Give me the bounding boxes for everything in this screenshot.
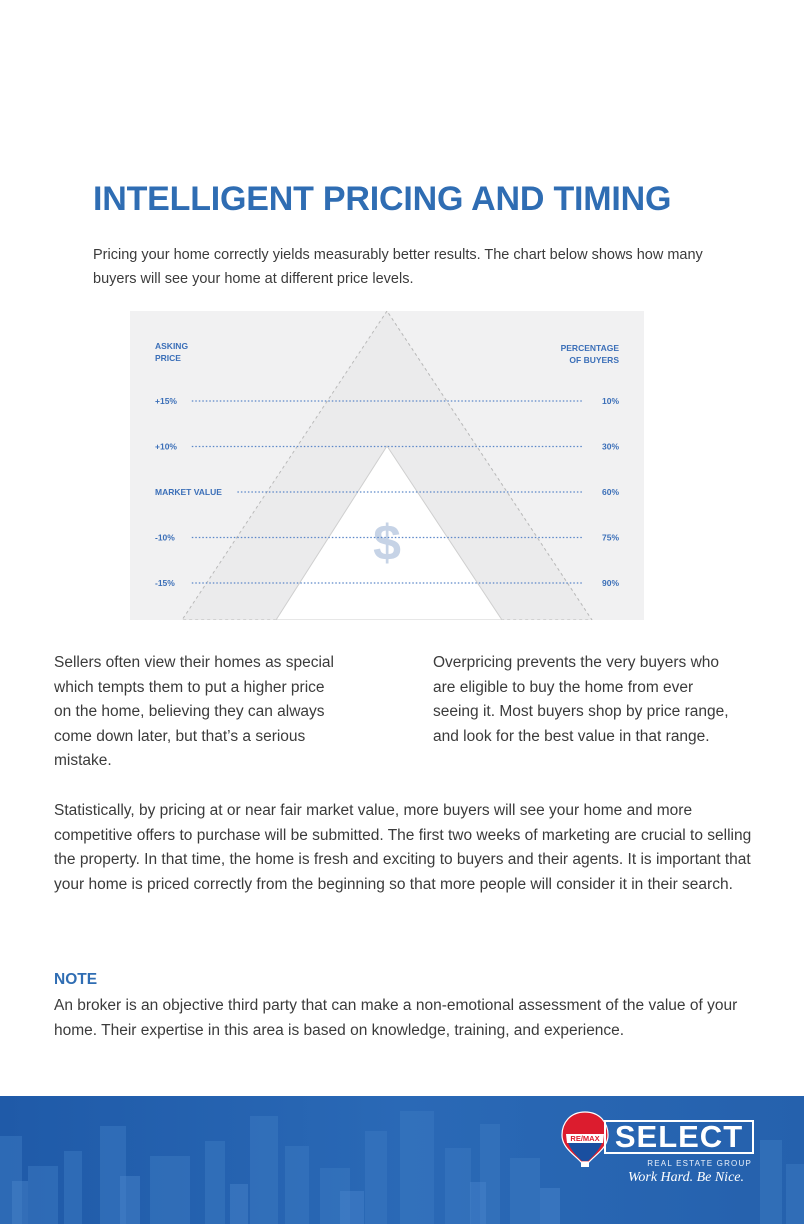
intro-paragraph: Pricing your home correctly yields measurably better results. The chart below shows how many buyers will see your home at different price levels.	[93, 247, 703, 287]
buyer-percentage-label: 60%	[601, 487, 619, 497]
logo-subtitle: REAL ESTATE GROUP	[647, 1159, 752, 1168]
asking-price-label: -15%	[155, 578, 175, 588]
balloon-text: RE/MAX	[570, 1134, 600, 1143]
remax-select-logo	[560, 1110, 760, 1210]
right-header-line2: OF BUYERS	[569, 355, 619, 365]
note-heading: NOTE	[54, 971, 98, 988]
asking-price-label: +10%	[155, 441, 177, 452]
pricing-chart	[130, 311, 644, 620]
body-paragraph: Statistically, by pricing at or near fair market value, more buyers will see your home and more competitive offers to purchase will be submitted. The first two weeks of marketing are crucial to selling the property. In that time, the home is fresh and exciting to buyers and their agents. It is important that your home is priced correctly from the beginning so that more people will consider it in their search.	[54, 802, 752, 893]
buyer-percentage-label: 30%	[601, 441, 619, 452]
buyer-percentage-label: 75%	[601, 532, 619, 543]
asking-price-label: +15%	[155, 396, 177, 406]
pricing-chart-svg	[130, 311, 644, 620]
note-text: An broker is an objective third party that can make a non-emotional assessment of the value of your home. Their expertise in this area is based on knowledge, training, and experience.	[54, 997, 738, 1039]
remax-balloon-icon	[560, 1110, 610, 1168]
logo-select-text: SELECT	[604, 1120, 754, 1154]
right-column-text: Overpricing prevents the very buyers who are eligible to buy the home from ever seeing it. Most buyers shop by price range, and look for the best value in that range.	[433, 654, 729, 745]
left-header-line2: PRICE	[155, 353, 181, 363]
dollar-sign-icon: $	[373, 515, 401, 571]
logo-tagline: Work Hard. Be Nice.	[628, 1170, 744, 1185]
left-column-text: Sellers often view their homes as special which tempts them to put a higher price on the home, believing they can always come down later, but that’s a serious mistake.	[54, 654, 334, 769]
right-header-line1: PERCENTAGE	[560, 343, 619, 353]
asking-price-label: -10%	[155, 532, 175, 543]
page-title: INTELLIGENT PRICING AND TIMING	[93, 180, 672, 218]
buyer-percentage-label: 10%	[601, 396, 619, 406]
asking-price-label: MARKET VALUE	[155, 487, 222, 497]
footer-banner	[0, 1096, 804, 1224]
left-header-line1: ASKING	[155, 341, 189, 351]
buyer-percentage-label: 90%	[601, 578, 619, 588]
